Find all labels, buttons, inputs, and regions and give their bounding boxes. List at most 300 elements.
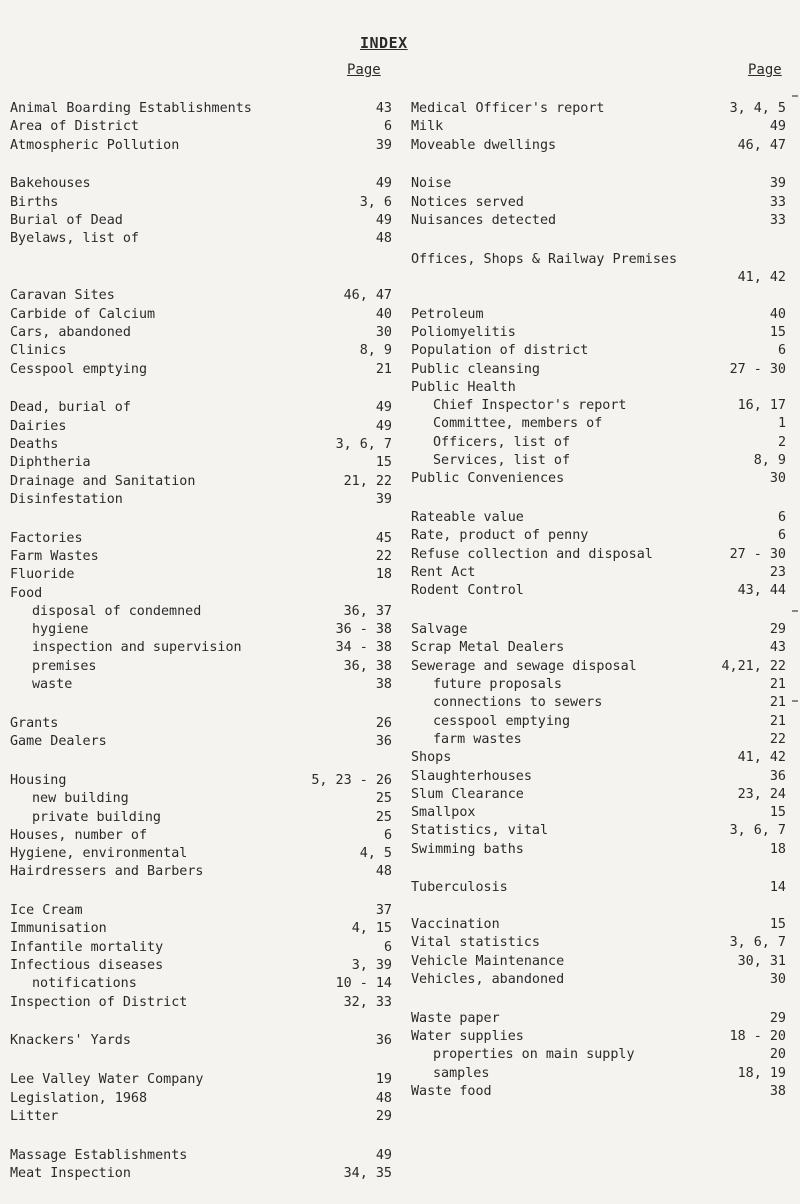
index-entry bbox=[411, 434, 786, 452]
entry-page-ref: 20 bbox=[769, 1047, 786, 1063]
index-entry bbox=[411, 1065, 786, 1083]
entry-page-ref: 3, 4, 5 bbox=[729, 101, 786, 116]
index-entry bbox=[10, 1108, 392, 1126]
entry-label: new building bbox=[32, 791, 129, 807]
entry-page-ref: 2 bbox=[777, 434, 786, 450]
index-entry bbox=[10, 342, 392, 360]
entry-page-ref: 14 bbox=[769, 880, 786, 896]
entry-label: properties on main supply bbox=[433, 1047, 635, 1063]
entry-label: farm wastes bbox=[433, 731, 522, 747]
entry-label: waste bbox=[32, 677, 73, 693]
index-entry bbox=[10, 975, 392, 993]
entry-page-ref: 15 bbox=[769, 917, 786, 933]
index-entry bbox=[10, 1090, 392, 1108]
entry-label: Milk bbox=[411, 119, 444, 135]
entry-label: Food bbox=[10, 585, 43, 601]
entry-page-ref: 15 bbox=[769, 324, 786, 340]
entry-label: Fluoride bbox=[10, 567, 75, 583]
index-entry bbox=[10, 733, 392, 751]
index-entry bbox=[10, 827, 392, 845]
entry-page-ref: 30, 31 bbox=[737, 953, 786, 969]
index-entry bbox=[411, 1028, 786, 1046]
index-entry bbox=[10, 194, 392, 212]
index-entry bbox=[10, 436, 392, 454]
index-group bbox=[10, 100, 392, 155]
entry-page-ref: 49 bbox=[375, 418, 392, 434]
entry-label: inspection and supervision bbox=[32, 640, 242, 656]
entry-page-ref: 3, 6, 7 bbox=[729, 823, 786, 839]
entry-label: Statistics, vital bbox=[411, 823, 549, 839]
index-entry bbox=[10, 230, 392, 248]
entry-page-ref: 39 bbox=[769, 176, 786, 192]
entry-page-ref: 4,21, 22 bbox=[721, 658, 786, 674]
index-entry bbox=[411, 658, 786, 676]
index-entry bbox=[10, 621, 392, 639]
entry-label: Cesspool emptying bbox=[10, 361, 148, 377]
entry-label: Waste paper bbox=[411, 1010, 500, 1026]
index-entry bbox=[411, 287, 786, 305]
entry-label: Game Dealers bbox=[10, 734, 107, 750]
index-entry bbox=[411, 100, 786, 118]
index-entry bbox=[411, 694, 786, 712]
entry-page-ref: 36 bbox=[375, 1033, 392, 1049]
entry-page-ref: 43 bbox=[769, 640, 786, 656]
index-group bbox=[10, 269, 392, 379]
entry-label: Meat Inspection bbox=[10, 1165, 131, 1181]
entry-page-ref: 21 bbox=[375, 361, 392, 377]
entry-label: Factories bbox=[10, 530, 83, 546]
entry-label: Hygiene, environmental bbox=[10, 846, 188, 862]
index-entry bbox=[411, 306, 786, 324]
scan-edge-mark bbox=[792, 610, 798, 612]
index-entry bbox=[411, 452, 786, 470]
entry-page-ref: 22 bbox=[769, 731, 786, 747]
index-entry bbox=[10, 772, 392, 790]
index-entry bbox=[411, 527, 786, 545]
entry-page-ref: 29 bbox=[375, 1108, 392, 1124]
index-entry bbox=[10, 399, 392, 417]
index-group bbox=[10, 175, 392, 248]
entry-label: Moveable dwellings bbox=[411, 137, 557, 153]
entry-label: Bakehouses bbox=[10, 176, 91, 192]
index-entry bbox=[411, 786, 786, 804]
index-entry bbox=[411, 713, 786, 731]
entry-label: Nuisances detected bbox=[411, 212, 557, 228]
entry-label: notifications bbox=[32, 976, 137, 992]
index-group bbox=[10, 1147, 392, 1184]
entry-label: Vehicles, abandoned bbox=[411, 971, 565, 987]
entry-label: connections to sewers bbox=[433, 695, 603, 711]
entry-page-ref: 18, 19 bbox=[737, 1065, 786, 1081]
entry-label: Shops bbox=[411, 750, 452, 766]
index-entry bbox=[10, 566, 392, 584]
index-entry bbox=[10, 324, 392, 342]
entry-page-ref: 43, 44 bbox=[737, 583, 786, 599]
entry-label: Refuse collection and disposal bbox=[411, 546, 653, 562]
index-entry bbox=[10, 212, 392, 230]
entry-label: Rent Act bbox=[411, 565, 476, 581]
entry-label: premises bbox=[32, 658, 97, 674]
entry-label: Dairies bbox=[10, 418, 67, 434]
index-entry bbox=[10, 473, 392, 491]
index-entry bbox=[411, 621, 786, 639]
entry-page-ref: 6 bbox=[777, 528, 786, 544]
entry-page-ref: 3, 39 bbox=[351, 958, 392, 974]
index-entry bbox=[10, 902, 392, 920]
entry-label: Area of District bbox=[10, 119, 139, 135]
entry-page-ref: 49 bbox=[375, 1147, 392, 1163]
entry-label: Slum Clearance bbox=[411, 786, 524, 802]
entry-label: Petroleum bbox=[411, 306, 484, 322]
entry-page-ref: 25 bbox=[375, 809, 392, 825]
index-entry bbox=[10, 418, 392, 436]
entry-page-ref: 36 - 38 bbox=[335, 622, 392, 638]
index-entry bbox=[411, 1010, 786, 1028]
entry-label: Smallpox bbox=[411, 805, 476, 821]
entry-page-ref: 49 bbox=[769, 119, 786, 135]
index-entry bbox=[411, 324, 786, 342]
entry-page-ref: 18 - 20 bbox=[729, 1029, 786, 1045]
index-entry bbox=[411, 879, 786, 897]
index-group bbox=[10, 530, 392, 695]
entry-page-ref: 45 bbox=[375, 530, 392, 546]
index-group bbox=[411, 175, 786, 230]
entry-page-ref: 21 bbox=[769, 713, 786, 729]
entry-page-ref: 33 bbox=[769, 212, 786, 228]
index-entry bbox=[10, 994, 392, 1012]
index-entry bbox=[10, 920, 392, 938]
index-entry bbox=[10, 361, 392, 379]
index-entry bbox=[411, 361, 786, 379]
entry-label: Public Health bbox=[411, 379, 516, 395]
index-group bbox=[10, 399, 392, 509]
entry-label: Salvage bbox=[411, 622, 468, 638]
entry-page-ref: 27 - 30 bbox=[729, 546, 786, 562]
entry-label: Public Conveniences bbox=[411, 471, 565, 487]
entry-page-ref: 18 bbox=[375, 567, 392, 583]
index-entry bbox=[10, 306, 392, 324]
index-entry bbox=[10, 809, 392, 827]
entry-page-ref: 38 bbox=[769, 1083, 786, 1099]
entry-label: disposal of condemned bbox=[32, 603, 202, 619]
entry-label: samples bbox=[433, 1065, 490, 1081]
entry-page-ref: 32, 33 bbox=[343, 994, 392, 1010]
entry-page-ref: 1 bbox=[777, 416, 786, 432]
entry-page-ref: 15 bbox=[375, 455, 392, 471]
entry-label: Hairdressers and Barbers bbox=[10, 864, 204, 880]
page-column-header-right: Page bbox=[748, 62, 782, 78]
entry-label: Knackers' Yards bbox=[10, 1033, 131, 1049]
entry-label: Officers, list of bbox=[433, 434, 571, 450]
index-entry bbox=[10, 939, 392, 957]
entry-page-ref: 30 bbox=[769, 971, 786, 987]
entry-page-ref: 27 - 30 bbox=[729, 361, 786, 377]
entry-page-ref: 6 bbox=[383, 119, 392, 135]
entry-page-ref: 6 bbox=[383, 827, 392, 843]
entry-page-ref: 4, 15 bbox=[351, 921, 392, 937]
entry-label: Water supplies bbox=[411, 1029, 524, 1045]
entry-page-ref: 6 bbox=[777, 343, 786, 359]
entry-label: Noise bbox=[411, 176, 452, 192]
entry-label: Drainage and Sanitation bbox=[10, 473, 196, 489]
entry-page-ref: 3, 6, 7 bbox=[729, 935, 786, 951]
entry-page-ref: 21, 22 bbox=[343, 473, 392, 489]
entry-label: Animal Boarding Establishments bbox=[10, 101, 252, 116]
index-entry bbox=[10, 175, 392, 193]
entry-page-ref: 3, 6 bbox=[359, 194, 392, 210]
entry-label: Vehicle Maintenance bbox=[411, 953, 565, 969]
index-entry bbox=[10, 639, 392, 657]
entry-label: Housing bbox=[10, 772, 67, 788]
entry-page-ref: 46, 47 bbox=[737, 137, 786, 153]
entry-label: Caravan Sites bbox=[10, 288, 115, 304]
entry-label: private building bbox=[32, 809, 161, 825]
index-entry bbox=[411, 934, 786, 952]
index-entry bbox=[10, 790, 392, 808]
entry-label: Farm Wastes bbox=[10, 548, 99, 564]
entry-label: Legislation, 1968 bbox=[10, 1090, 148, 1106]
entry-page-ref: 10 - 14 bbox=[335, 976, 392, 992]
index-entry bbox=[10, 1165, 392, 1183]
entry-page-ref: 39 bbox=[375, 491, 392, 507]
entry-page-ref: 48 bbox=[375, 231, 392, 247]
entry-label: future proposals bbox=[433, 677, 562, 693]
entry-page-ref: 4, 5 bbox=[359, 846, 392, 862]
index-group bbox=[10, 1032, 392, 1050]
entry-page-ref: 15 bbox=[769, 805, 786, 821]
entry-label: Houses, number of bbox=[10, 827, 148, 843]
index-entry bbox=[411, 841, 786, 859]
index-entry bbox=[10, 863, 392, 881]
entry-label: Byelaws, list of bbox=[10, 231, 139, 247]
entry-label: Massage Establishments bbox=[10, 1147, 188, 1163]
entry-label: Lee Valley Water Company bbox=[10, 1072, 204, 1088]
index-entry bbox=[411, 731, 786, 749]
index-entry bbox=[411, 269, 786, 287]
entry-label: Vital statistics bbox=[411, 935, 540, 951]
entry-label: Swimming baths bbox=[411, 841, 524, 857]
index-entry bbox=[411, 175, 786, 193]
index-entry bbox=[411, 509, 786, 527]
index-entry bbox=[10, 603, 392, 621]
entry-page-ref: 48 bbox=[375, 1090, 392, 1106]
entry-page-ref: 36 bbox=[375, 734, 392, 750]
entry-page-ref: 6 bbox=[777, 510, 786, 526]
index-entry bbox=[10, 1071, 392, 1089]
index-entry bbox=[411, 916, 786, 934]
scan-edge-mark bbox=[792, 700, 798, 702]
index-group bbox=[411, 100, 786, 155]
index-entry bbox=[411, 212, 786, 230]
entry-label: Births bbox=[10, 194, 59, 210]
entry-label: Sewerage and sewage disposal bbox=[411, 658, 637, 674]
entry-page-ref: 36, 37 bbox=[343, 603, 392, 619]
entry-label: Cars, abandoned bbox=[10, 324, 131, 340]
index-entry bbox=[411, 898, 786, 916]
index-group bbox=[411, 879, 786, 989]
index-group bbox=[411, 251, 786, 489]
entry-page-ref: 36, 38 bbox=[343, 658, 392, 674]
index-entry bbox=[411, 749, 786, 767]
index-entry bbox=[411, 804, 786, 822]
entry-label: Diphtheria bbox=[10, 455, 91, 471]
entry-label: Medical Officer's report bbox=[411, 101, 605, 116]
page-column-header-left: Page bbox=[347, 62, 381, 78]
index-group bbox=[10, 902, 392, 1012]
entry-label: Rateable value bbox=[411, 510, 524, 526]
index-entry bbox=[10, 118, 392, 136]
entry-label: Ice Cream bbox=[10, 903, 83, 919]
scan-edge-mark bbox=[792, 95, 798, 97]
index-entry bbox=[411, 415, 786, 433]
entry-label: Offices, Shops & Railway Premises bbox=[411, 251, 678, 267]
index-entry bbox=[411, 194, 786, 212]
entry-label: Burial of Dead bbox=[10, 212, 123, 228]
entry-label: Scrap Metal Dealers bbox=[411, 640, 565, 656]
index-entry bbox=[411, 1083, 786, 1101]
index-entry bbox=[10, 676, 392, 694]
index-group bbox=[411, 1010, 786, 1101]
entry-label: Disinfestation bbox=[10, 491, 123, 507]
index-entry bbox=[411, 470, 786, 488]
entry-label: Grants bbox=[10, 715, 59, 731]
entry-label: Chief Inspector's report bbox=[433, 398, 627, 414]
index-entry bbox=[10, 530, 392, 548]
index-entry bbox=[10, 957, 392, 975]
entry-page-ref: 34 - 38 bbox=[335, 640, 392, 656]
entry-page-ref: 41, 42 bbox=[737, 750, 786, 766]
entry-label: Services, list of bbox=[433, 453, 571, 469]
index-entry bbox=[411, 971, 786, 989]
index-entry bbox=[411, 953, 786, 971]
entry-label: cesspool emptying bbox=[433, 713, 571, 729]
index-entry bbox=[10, 454, 392, 472]
entry-page-ref: 49 bbox=[375, 400, 392, 416]
entry-page-ref: 21 bbox=[769, 695, 786, 711]
entry-page-ref: 41, 42 bbox=[737, 270, 786, 286]
index-entry bbox=[411, 822, 786, 840]
entry-label: Inspection of District bbox=[10, 994, 188, 1010]
index-group bbox=[10, 715, 392, 752]
entry-label: Poliomyelitis bbox=[411, 324, 516, 340]
entry-page-ref: 23, 24 bbox=[737, 786, 786, 802]
index-entry bbox=[10, 715, 392, 733]
index-entry bbox=[10, 548, 392, 566]
index-group bbox=[10, 1071, 392, 1126]
entry-page-ref: 37 bbox=[375, 903, 392, 919]
index-entry bbox=[411, 137, 786, 155]
index-entry bbox=[411, 1046, 786, 1064]
entry-label: Rate, product of penny bbox=[411, 528, 589, 544]
index-entry bbox=[411, 639, 786, 657]
index-entry bbox=[411, 546, 786, 564]
entry-label: Carbide of Calcium bbox=[10, 306, 156, 322]
entry-page-ref: 8, 9 bbox=[359, 343, 392, 359]
entry-label: Infectious diseases bbox=[10, 958, 164, 974]
entry-label: Litter bbox=[10, 1108, 59, 1124]
entry-page-ref: 34, 35 bbox=[343, 1165, 392, 1181]
index-entry bbox=[10, 1032, 392, 1050]
index-entry bbox=[411, 379, 786, 397]
entry-page-ref: 39 bbox=[375, 137, 392, 153]
entry-page-ref: 8, 9 bbox=[753, 453, 786, 469]
entry-label: Waste food bbox=[411, 1083, 492, 1099]
index-entry bbox=[411, 342, 786, 360]
entry-page-ref: 36 bbox=[769, 768, 786, 784]
entry-page-ref: 16, 17 bbox=[737, 398, 786, 414]
entry-page-ref: 33 bbox=[769, 194, 786, 210]
entry-page-ref: 18 bbox=[769, 841, 786, 857]
entry-label: Dead, burial of bbox=[10, 400, 131, 416]
entry-label: Population of district bbox=[411, 343, 589, 359]
entry-label: Vaccination bbox=[411, 917, 500, 933]
index-group bbox=[411, 509, 786, 600]
index-column-left bbox=[10, 100, 392, 1204]
entry-label: Committee, members of bbox=[433, 416, 603, 432]
entry-page-ref: 46, 47 bbox=[343, 288, 392, 304]
index-column-right bbox=[411, 100, 786, 1122]
index-group bbox=[10, 772, 392, 882]
index-entry bbox=[10, 1147, 392, 1165]
index-entry bbox=[411, 564, 786, 582]
index-entry bbox=[10, 137, 392, 155]
index-entry bbox=[411, 118, 786, 136]
entry-page-ref: 19 bbox=[375, 1072, 392, 1088]
entry-label: Slaughterhouses bbox=[411, 768, 532, 784]
entry-page-ref: 29 bbox=[769, 622, 786, 638]
entry-label: Tuberculosis bbox=[411, 880, 508, 896]
entry-label: Notices served bbox=[411, 194, 524, 210]
entry-page-ref: 23 bbox=[769, 565, 786, 581]
entry-page-ref: 48 bbox=[375, 864, 392, 880]
entry-label: hygiene bbox=[32, 622, 89, 638]
entry-label: Clinics bbox=[10, 343, 67, 359]
entry-label: Immunisation bbox=[10, 921, 107, 937]
entry-page-ref: 26 bbox=[375, 715, 392, 731]
index-entry bbox=[411, 397, 786, 415]
entry-label: Deaths bbox=[10, 436, 59, 452]
index-group bbox=[411, 621, 786, 859]
entry-page-ref: 40 bbox=[375, 306, 392, 322]
entry-page-ref: 49 bbox=[375, 212, 392, 228]
index-entry bbox=[10, 100, 392, 118]
entry-label: Infantile mortality bbox=[10, 939, 164, 955]
entry-page-ref: 30 bbox=[375, 324, 392, 340]
entry-page-ref: 6 bbox=[383, 939, 392, 955]
entry-page-ref: 43 bbox=[375, 101, 392, 116]
entry-page-ref: 22 bbox=[375, 548, 392, 564]
index-entry bbox=[10, 845, 392, 863]
entry-page-ref: 49 bbox=[375, 176, 392, 192]
index-entry bbox=[10, 585, 392, 603]
entry-page-ref: 40 bbox=[769, 306, 786, 322]
index-entry bbox=[10, 287, 392, 305]
entry-label: Atmospheric Pollution bbox=[10, 137, 180, 153]
index-entry bbox=[10, 491, 392, 509]
entry-page-ref: 3, 6, 7 bbox=[335, 436, 392, 452]
index-entry bbox=[411, 676, 786, 694]
index-title: INDEX bbox=[360, 34, 408, 52]
entry-label: Public cleansing bbox=[411, 361, 540, 377]
entry-label: Rodent Control bbox=[411, 583, 524, 599]
entry-page-ref: 25 bbox=[375, 791, 392, 807]
index-entry bbox=[10, 658, 392, 676]
index-entry bbox=[411, 768, 786, 786]
entry-page-ref: 21 bbox=[769, 677, 786, 693]
entry-page-ref: 38 bbox=[375, 677, 392, 693]
index-entry bbox=[411, 582, 786, 600]
entry-page-ref: 5, 23 - 26 bbox=[311, 772, 392, 788]
